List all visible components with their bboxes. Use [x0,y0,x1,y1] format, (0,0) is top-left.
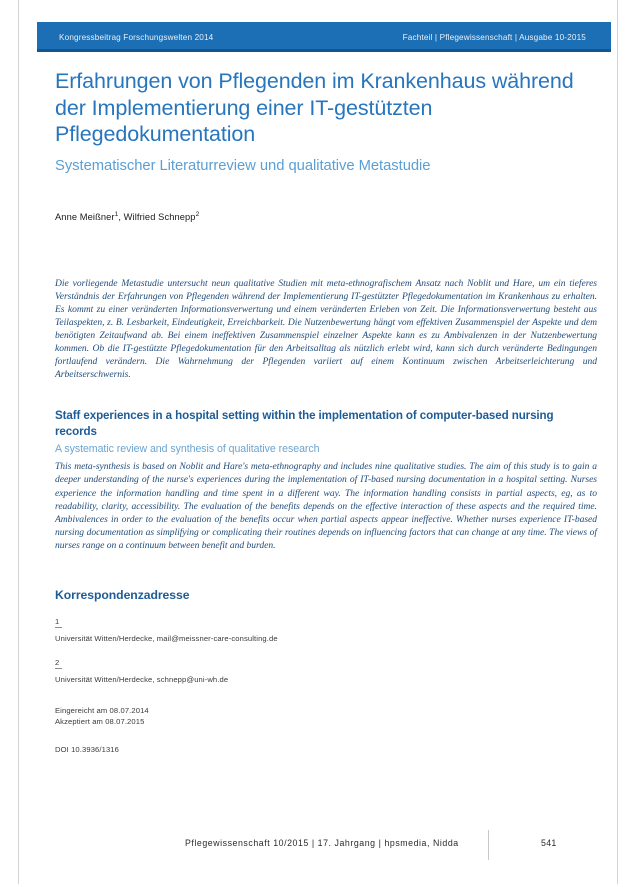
banner-right-label: Fachteil | Pflegewissenschaft | Ausgabe 10-2015 [402,32,586,42]
footer-divider [488,830,489,860]
author-affiliation-marker-1: 1 [114,210,119,218]
correspondence-entry-1 [55,611,597,643]
doi-label[interactable]: DOI 10.3936/1316 [55,745,119,754]
correspondence-heading: Korrespondenzadresse [55,588,190,602]
article-title-english: Staff experiences in a hospital setting within the implementation of computer-based nursing records [55,409,554,438]
correspondence-entry-2 [55,652,597,684]
correspondence-line-2[interactable]: Universität Witten/Herdecke, schnepp@uni-wh.de [55,675,229,684]
date-accepted: Akzeptiert am 08.07.2015 [55,716,145,726]
article-subtitle-english: A systematic review and synthesis of qualitative research [55,443,320,456]
journal-banner [37,22,611,52]
article-title-german: Erfahrungen von Pflegenden im Krankenhaus während der Implementierung einer IT-gestützten Pflegedokumentation [55,69,574,146]
abstract-german: Die vorliegende Metastudie untersucht neun qualitative Studien mit meta-ethnografischem Ansatz nach Noblit und Hare, um ein tieferes Verständnis der Erfahrungen von Pflegenden während der Implementierung IT-gestützter Pflegedokumentation im Krankenhaus zu erhalten. Es kommt zu einer veränderten Informationsverwertung und einem veränderten Erleben von Zeit. Die Informationsverwertung besteht aus Teilaspekten, z. B. Lesbarkeit, Eindeutigkeit, Erreichbarkeit. Die Nutzenbewertung hängt vom effektiven Zusammenspiel der Aspekte und dem benötigten Zeitaufwand ab. Bei einem ineffektiven Zusammenspiel einzelner Aspekte kann es zu Ambivalenzen in der Nutzenbewertung kommen. Ob die IT-gestützte Pflegedokumentation für den Arbeitsalltag als nützlich erlebt wird, kann sich durch veränderte Bedingungen fortlaufend verändern. Die Wahrnehmung der Pflegenden variiert auf einem Kontinuum zwischen Arbeitserleichterung und Arbeitserschwernis. [55,277,597,381]
article-subtitle-german: Systematischer Literaturreview und qualitative Metastudie [55,157,431,174]
author-name-1: Anne Meißner [55,211,115,222]
footer-journal-info: Pflegewissenschaft 10/2015 | 17. Jahrgang | hpsmedia, Nidda [185,838,459,848]
correspondence-marker-2: 2 [55,658,62,669]
banner-left-label: Kongressbeitrag Forschungswelten 2014 [59,32,214,42]
correspondence-marker-1: 1 [55,617,62,628]
author-affiliation-marker-2: 2 [195,210,200,218]
author-name-2: , Wilfried Schnepp [118,211,196,222]
author-list [55,211,597,222]
date-submitted: Eingereicht am 08.07.2014 [55,706,149,715]
footer-page-number: 541 [541,838,557,848]
submission-dates [55,706,597,727]
abstract-english: This meta-synthesis is based on Noblit and Hare's meta-ethnography and includes nine qualitative studies. The aim of this study is to gain a deeper understanding of the nurse's experiences during the implementation of IT-based nursing documentation in a hospital setting. Nurses experience the information handling and time spent in a different way. The information handling consists in partial aspects, eg, as to readability, clarity, accessibility. The evaluation of the benefits depends on the effective interaction of these aspects and the required time. Ambivalences in order to the evaluation of the benefits occur when partial aspects appear ineffective. Whether nurses experience IT-based nursing documentation as simplifying or complicating their routines depends on influencing factors that can change at any time. The views of nurses range on a continuum between benefit and burden. [55,461,597,551]
article-content [55,60,597,754]
correspondence-line-1[interactable]: Universität Witten/Herdecke, mail@meissner-care-consulting.de [55,634,278,643]
page-footer [55,833,597,859]
